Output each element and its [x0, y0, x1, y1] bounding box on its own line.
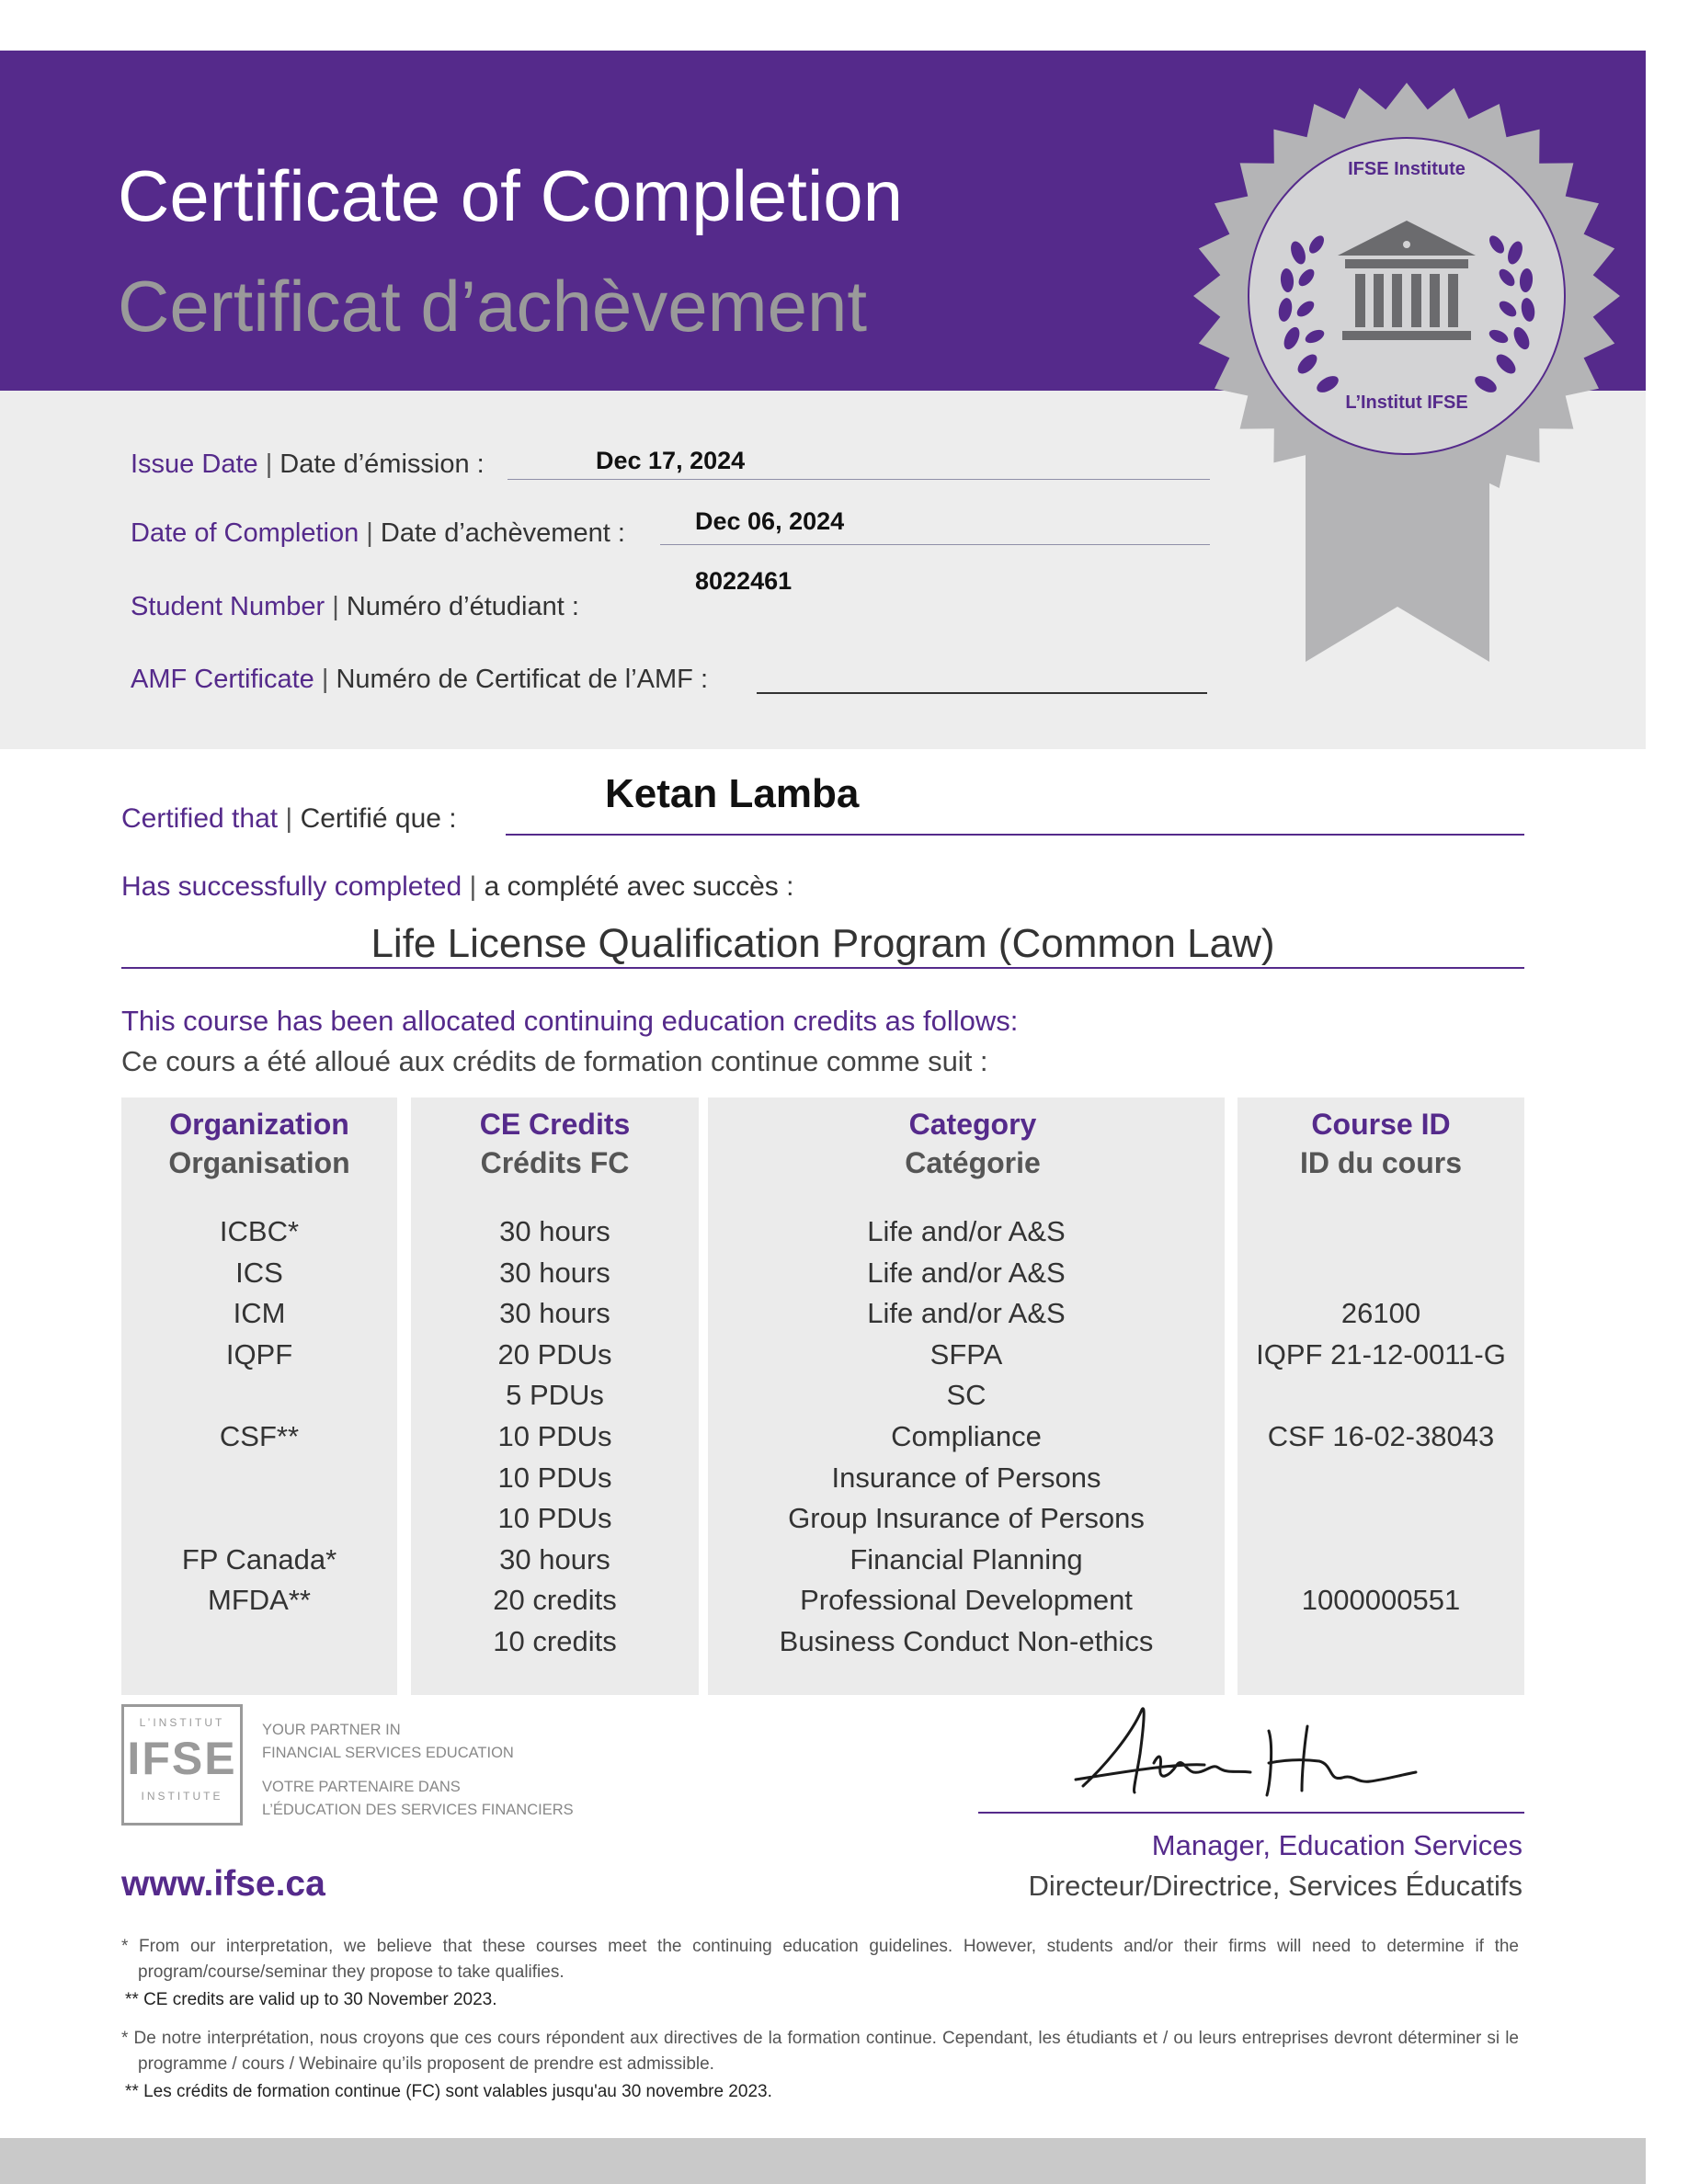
table-cell: 1000000551 — [1301, 1584, 1461, 1617]
signatory-title-en: Manager, Education Services — [1151, 1829, 1523, 1861]
table-cell: 10 PDUs — [497, 1502, 612, 1535]
program-name: Life License Qualification Program (Common Law) — [371, 921, 1275, 966]
certificate-title-fr: Certificat d’achèvement — [118, 266, 868, 347]
table-cell — [1237, 1253, 1524, 1294]
table-cell: SFPA — [930, 1337, 1003, 1371]
table-cell — [1237, 1375, 1524, 1416]
table-cell: 10 PDUs — [497, 1419, 612, 1452]
table-cell: Life and/or A&S — [867, 1215, 1066, 1247]
table-cell — [121, 1375, 397, 1416]
ifse-seal — [1177, 55, 1637, 680]
footnote-fr-1: * De notre interprétation, nous croyons que ces cours répondent aux directives de la formation continue. Cependant, les étudiants et / ou leurs entreprises devront déterminer si le programme / cours / Webinaire qu’ils proposent de prendre est admissible. — [121, 2029, 1519, 2074]
certificate-title-en: Certificate of Completion — [118, 155, 904, 236]
table-cell — [121, 1458, 397, 1499]
table-cell: 26100 — [1340, 1297, 1421, 1330]
issue-date-value: Dec 17, 2024 — [596, 447, 746, 474]
table-cell — [1237, 1211, 1524, 1253]
seal-bottom-text: L’Institut IFSE — [1345, 392, 1468, 413]
table-cell: CSF 16-02-38043 — [1267, 1419, 1495, 1452]
table-cell: Compliance — [891, 1419, 1042, 1452]
ce-credits-values — [411, 1211, 699, 1663]
completion-date-underline — [660, 544, 1210, 545]
logo-tagline: YOUR PARTNER IN FINANCIAL SERVICES EDUCATION VOTRE PARTENAIRE DANS L’ÉDUCATION DES SERVICES FINANCIERS — [262, 1722, 574, 1818]
table-cell: Professional Development — [800, 1584, 1133, 1617]
table-cell: 30 hours — [499, 1297, 610, 1330]
completion-date-label: Date of Completion | Date d’achèvement : — [131, 518, 625, 548]
table-cell: 20 credits — [493, 1584, 617, 1617]
table-cell — [121, 1498, 397, 1540]
credits-intro-en: This course has been allocated continuing education credits as follows: — [121, 1005, 1019, 1037]
course-id-values — [1237, 1211, 1524, 1663]
organization-values — [121, 1211, 397, 1663]
student-number-label: Student Number | Numéro d’étudiant : — [131, 592, 579, 621]
table-cell: MFDA** — [208, 1584, 311, 1617]
category-values — [708, 1211, 1225, 1663]
table-cell: 5 PDUs — [506, 1379, 604, 1412]
table-cell — [1237, 1498, 1524, 1540]
table-cell: ICBC* — [219, 1215, 300, 1247]
organization-header: Organization Organisation — [168, 1108, 350, 1179]
ce-credits-header: CE Credits Crédits FC — [479, 1108, 631, 1179]
table-cell — [1237, 1458, 1524, 1499]
table-cell: 10 PDUs — [497, 1461, 612, 1494]
table-cell: IQPF 21-12-0011-G — [1256, 1337, 1506, 1371]
table-cell: Financial Planning — [850, 1542, 1083, 1575]
student-number-value: 8022461 — [695, 567, 793, 595]
certified-label: Certified that | Certifié que : — [121, 803, 457, 834]
table-cell: SC — [946, 1379, 987, 1412]
table-cell: IQPF — [225, 1337, 293, 1371]
signature-underline — [978, 1812, 1524, 1814]
table-cell: Business Conduct Non-ethics — [779, 1624, 1154, 1657]
course-id-header: Course ID ID du cours — [1299, 1108, 1462, 1179]
table-cell: Life and/or A&S — [867, 1256, 1066, 1289]
amf-certificate-underline — [757, 692, 1207, 694]
table-cell: 30 hours — [499, 1215, 610, 1247]
table-cell: 10 credits — [493, 1624, 617, 1657]
student-name-underline — [506, 834, 1524, 836]
table-cell: ICM — [233, 1297, 286, 1330]
seal-top-text: IFSE Institute — [1348, 159, 1466, 179]
logo-main-text: IFSE — [127, 1733, 237, 1784]
logo-top-text: L’INSTITUT — [139, 1716, 225, 1729]
signature — [1066, 1699, 1434, 1818]
table-cell: Insurance of Persons — [831, 1461, 1101, 1494]
table-cell: Group Insurance of Persons — [788, 1502, 1145, 1535]
table-cell — [121, 1621, 397, 1663]
signatory-title-fr: Directeur/Directrice, Services Éducatifs — [1028, 1870, 1523, 1902]
program-underline — [121, 967, 1524, 969]
logo-bottom-text: INSTITUTE — [141, 1790, 223, 1803]
table-cell: FP Canada* — [181, 1542, 337, 1575]
issue-date-label: Issue Date | Date d’émission : — [131, 449, 485, 479]
amf-certificate-label: AMF Certificate | Numéro de Certificat de l’AMF : — [131, 665, 708, 694]
table-cell — [1237, 1621, 1524, 1663]
table-cell: 30 hours — [499, 1542, 610, 1575]
footnote-fr-2: ** Les crédits de formation continue (FC) sont valables jusqu'au 30 novembre 2023. — [125, 2082, 772, 2101]
table-cell — [1237, 1540, 1524, 1581]
table-cell: Life and/or A&S — [867, 1297, 1066, 1330]
completed-label: Has successfully completed | a complété avec succès : — [121, 871, 794, 902]
footnote-en-1: * From our interpretation, we believe that these courses meet the continuing education guidelines. However, students and/or their firms will need to determine if the program/course/seminar they propose to take qualifies. — [121, 1937, 1519, 1982]
category-header: Category Catégorie — [905, 1108, 1041, 1179]
student-name: Ketan Lamba — [605, 771, 860, 816]
footnote-en-2: ** CE credits are valid up to 30 November 2023. — [125, 1990, 497, 2009]
table-cell: ICS — [235, 1256, 283, 1289]
issue-date-underline — [508, 479, 1210, 480]
completion-date-value: Dec 06, 2024 — [695, 507, 845, 535]
credits-intro-fr: Ce cours a été alloué aux crédits de formation continue comme suit : — [121, 1045, 988, 1077]
table-cell: 20 PDUs — [497, 1337, 612, 1371]
table-cell: 30 hours — [499, 1256, 610, 1289]
table-cell: CSF** — [219, 1419, 300, 1452]
ifse-logo — [121, 1704, 243, 1826]
footer-band — [0, 2138, 1646, 2184]
website-link[interactable]: www.ifse.ca — [121, 1864, 325, 1904]
